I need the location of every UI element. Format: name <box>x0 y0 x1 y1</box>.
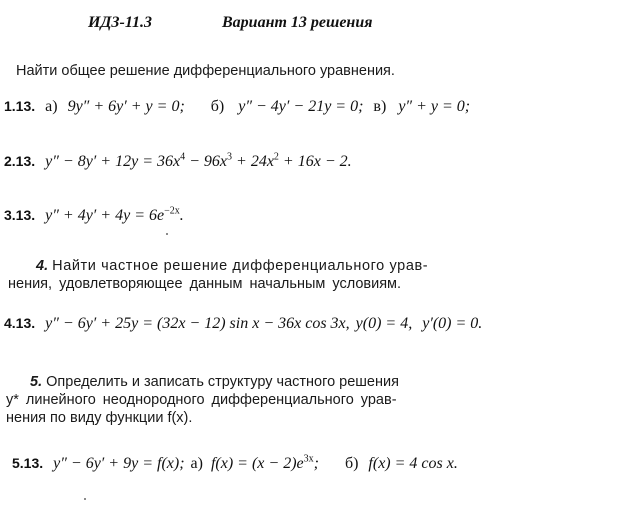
problem-3-13 <box>4 207 184 225</box>
problem-number: 4.13. <box>4 315 36 331</box>
problem-number: 1.13. <box>4 98 36 114</box>
scan-speck <box>166 233 168 235</box>
equation-part: + 24x <box>232 153 274 170</box>
task4-prompt-line2: нения, удовлетворяющее данным начальным условиям. <box>8 276 402 292</box>
function-b: f(x) = 4 cos x. <box>368 455 458 472</box>
exponent: 3x <box>303 453 314 465</box>
task5-prompt-line3: нения по виду функции f(x). <box>6 410 193 426</box>
equation-c: y″ + y = 0; <box>398 98 471 115</box>
equation-tail: . <box>179 207 184 224</box>
label-a: а) <box>45 98 58 115</box>
label-a: а) <box>190 455 203 472</box>
equation-a: 9y″ + 6y′ + y = 0; <box>67 98 185 115</box>
label-b: б) <box>344 455 359 472</box>
task-number: 5. <box>30 374 43 390</box>
task5-prompt-line1 <box>30 374 399 390</box>
equation-main: y″ − 6y′ + 9y = f(x); <box>53 455 185 472</box>
function-a: f(x) = (x − 2)e <box>210 455 304 472</box>
label-b: б) <box>210 98 225 115</box>
problem-2-13 <box>4 153 352 171</box>
exponent: −2x <box>164 205 180 217</box>
problem-1-13 <box>4 98 470 116</box>
initial-condition-1: y(0) = 4, <box>355 315 413 332</box>
task4-prompt-line1 <box>36 258 428 274</box>
initial-condition-2: y′(0) = 0. <box>422 315 483 332</box>
label-c: в) <box>373 98 387 115</box>
prompt-text: Определить и записать структуру частного решения <box>46 374 399 390</box>
equation-main: y″ + 4y′ + 4y = 6e <box>45 207 165 224</box>
equation-main: y″ − 6y′ + 25y = (32x − 12) sin x − 36x cos 3x, <box>45 315 350 332</box>
equation-b: y″ − 4y′ − 21y = 0; <box>238 98 364 115</box>
doc-header-left: ИДЗ-11.3 <box>88 14 152 31</box>
problem-4-13 <box>4 315 482 333</box>
problem-number: 5.13. <box>12 455 44 471</box>
exponent: 3 <box>227 151 233 163</box>
equation-part: − 96x <box>185 153 228 170</box>
problem-number: 3.13. <box>4 207 36 223</box>
scan-speck <box>84 498 86 500</box>
prompt-text: Найти частное решение дифференциального урав- <box>52 258 429 274</box>
task5-prompt-line2: y* линейного неоднородного дифференциального урав- <box>6 392 397 408</box>
equation-main: y″ − 8y′ + 12y = 36x <box>45 153 181 170</box>
task1-prompt: Найти общее решение дифференциального уравнения. <box>16 63 395 79</box>
problem-number: 2.13. <box>4 153 36 169</box>
exponent: 4 <box>180 151 186 163</box>
doc-header-right: Вариант 13 решения <box>222 14 373 31</box>
task-number: 4. <box>36 258 49 274</box>
exponent: 2 <box>273 151 279 163</box>
function-a-tail: ; <box>313 455 319 472</box>
problem-5-13 <box>12 455 458 473</box>
equation-tail: + 16x − 2. <box>278 153 352 170</box>
